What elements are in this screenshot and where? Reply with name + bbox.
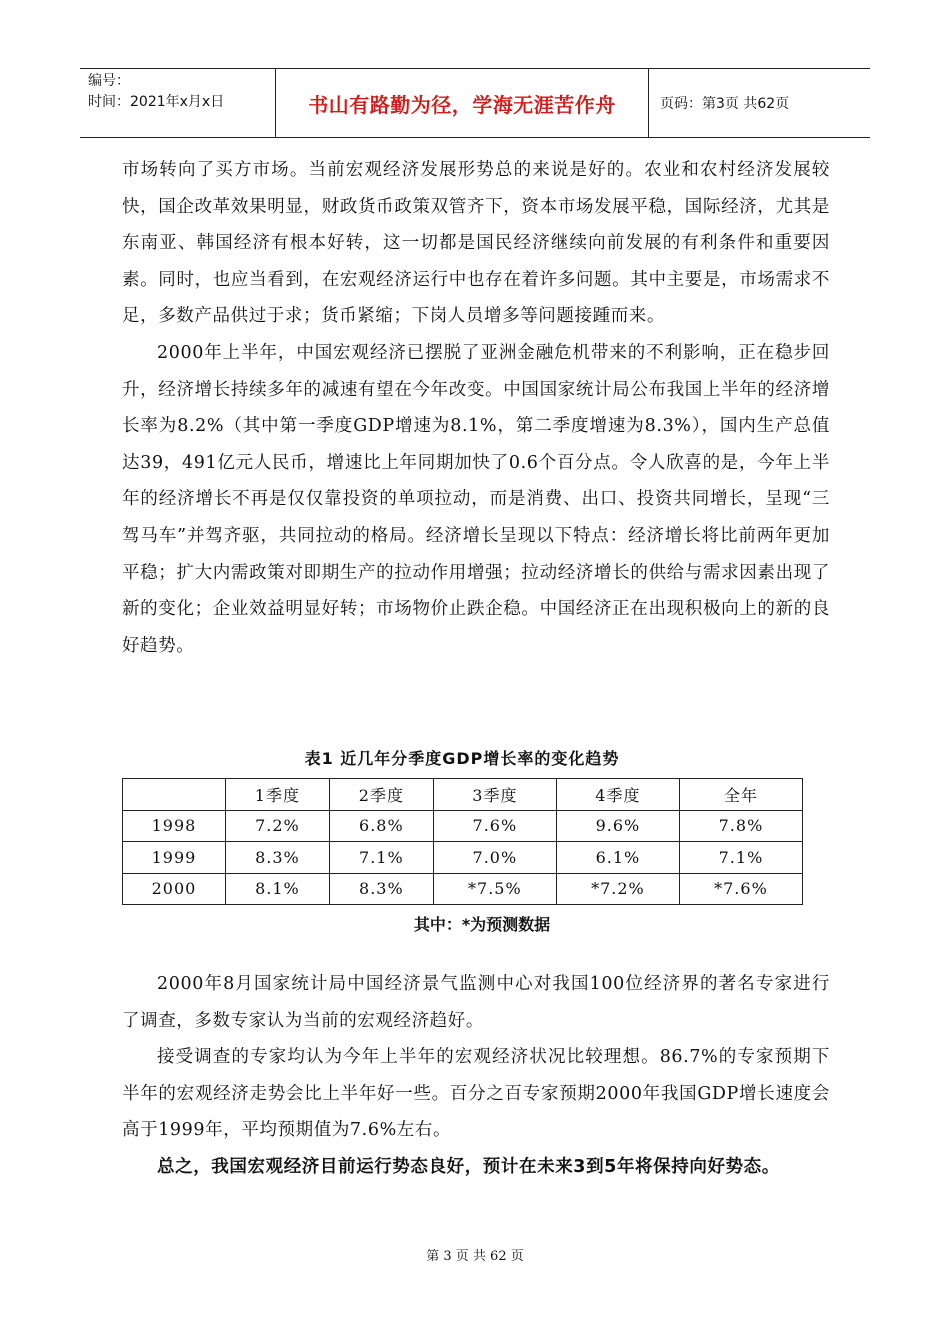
table-cell: 7.0%	[433, 842, 556, 874]
header-meta	[80, 69, 276, 137]
table-header-cell: 2季度	[329, 779, 433, 811]
table-cell: 1998	[123, 810, 226, 842]
table-cell: 7.8%	[679, 810, 802, 842]
table-header-row	[123, 779, 803, 811]
gdp-table	[122, 778, 803, 905]
page-footer: 第 3 页 共 62 页	[426, 1249, 524, 1264]
paragraph: 2000年上半年，中国宏观经济已摆脱了亚洲金融危机带来的不利影响，正在稳步回升，经济增长持续多年的减速有望在今年改变。中国国家统计局公布我国上半年的经济增长率为8.2%（其中第一季度GDP增速为8.1%，第二季度增速为8.3%），国内生产总值达39，491亿元人民币，增速比上年同期加快了0.6个百分点。令人欣喜的是，今年上半年的经济增长不再是仅仅靠投资的单项拉动，而是消费、出口、投资共同增长，呈现“三驾马车”并驾齐驱，共同拉动的格局。经济增长呈现以下特点：经济增长将比前两年更加平稳；扩大内需政策对即期生产的拉动作用增强；拉动经济增长的供给与需求因素出现了新的变化；企业效益明显好转；市场物价止跌企稳。中国经济正在出现积极向上的新的良好趋势。	[122, 342, 830, 656]
table-note: 其中：*为预测数据	[413, 915, 551, 934]
header-date: 时间：2021年x月x日	[88, 94, 225, 110]
table-cell: 6.1%	[556, 842, 679, 874]
table-cell: *7.5%	[433, 873, 556, 905]
table-cell: 8.3%	[225, 842, 329, 874]
table-cell: 8.3%	[329, 873, 433, 905]
table-header-cell: 1季度	[225, 779, 329, 811]
main-text-bottom	[122, 966, 830, 1186]
table-cell: *7.2%	[556, 873, 679, 905]
table-cell: 1999	[123, 842, 226, 874]
conclusion-paragraph: 总之，我国宏观经济目前运行势态良好，预计在未来3到5年将保持向好势态。	[157, 1156, 780, 1177]
page-header	[80, 68, 870, 138]
header-motto: 书山有路勤为径，学海无涯苦作舟	[276, 69, 649, 137]
paragraph: 接受调查的专家均认为今年上半年的宏观经济状况比较理想。86.7%的专家预期下半年的宏观经济走势会比上半年好一些。百分之百专家预期2000年我国GDP增长速度会高于1999年，平均预期值为7.6%左右。	[122, 1047, 830, 1141]
table-header-cell	[123, 779, 226, 811]
table-cell: 7.1%	[329, 842, 433, 874]
table-cell: 7.2%	[225, 810, 329, 842]
table-cell: 9.6%	[556, 810, 679, 842]
table-header-cell: 4季度	[556, 779, 679, 811]
table-cell: 7.6%	[433, 810, 556, 842]
header-number: 编号：	[88, 73, 130, 89]
header-page-info: 页码：第3页 共62页	[660, 96, 790, 112]
paragraph: 2000年8月国家统计局中国经济景气监测中心对我国100位经济界的著名专家进行了调查，多数专家认为当前的宏观经济趋好。	[122, 974, 830, 1031]
table-cell: 6.8%	[329, 810, 433, 842]
table-header-cell: 3季度	[433, 779, 556, 811]
table-header-cell: 全年	[679, 779, 802, 811]
table-title: 表1 近几年分季度GDP增长率的变化趋势	[304, 749, 620, 768]
paragraph: 市场转向了买方市场。当前宏观经济发展形势总的来说是好的。农业和农村经济发展较快，国企改革效果明显，财政货币政策双管齐下，资本市场发展平稳，国际经济，尤其是东南亚、韩国经济有根本好转，这一切都是国民经济继续向前发展的有利条件和重要因素。同时，也应当看到，在宏观经济运行中也存在着许多问题。其中主要是，市场需求不足，多数产品供过于求；货币紧缩；下岗人员增多等问题接踵而来。	[122, 160, 830, 327]
table-cell: 8.1%	[225, 873, 329, 905]
table-row	[123, 842, 803, 874]
table-cell: 2000	[123, 873, 226, 905]
table-cell: 7.1%	[679, 842, 802, 874]
table-row	[123, 873, 803, 905]
table-row	[123, 810, 803, 842]
main-text-top	[122, 152, 830, 664]
table-cell: *7.6%	[679, 873, 802, 905]
